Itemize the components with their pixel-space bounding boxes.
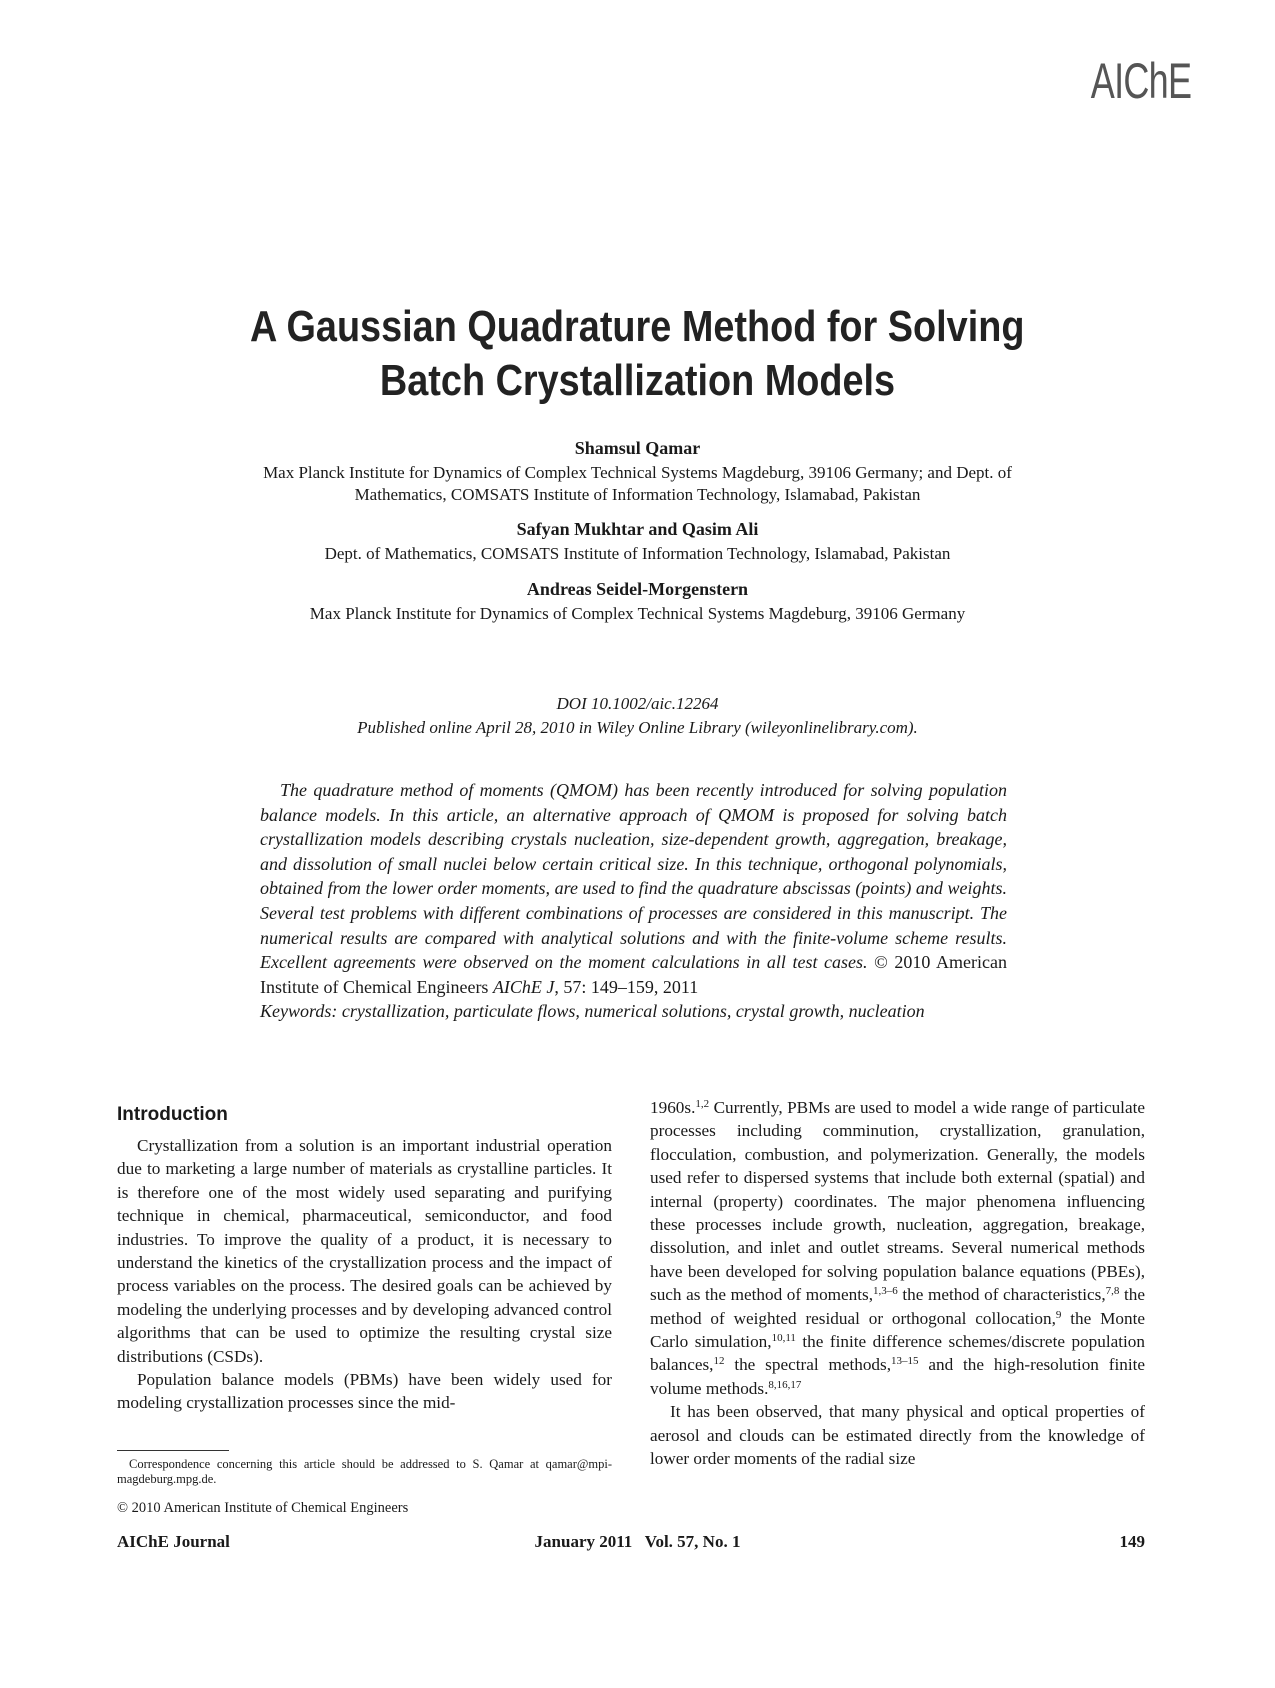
published-online: Published online April 28, 2010 in Wiley Online Library (wileyonlinelibrary.com). <box>357 718 918 737</box>
citation-ref: 12 <box>713 1355 725 1368</box>
author-2: Safyan Mukhtar and Qasim Ali <box>516 519 759 539</box>
paragraph: 1960s.$^{1,2}$ Currently, PBMs are used to model a wide range of particulate processes including comminution, crystallization, granulation, flocculation, combustion, and polymerization. Generally, the models used refer to dispersed systems that include both external (spatial) and internal (property) coordinates. The major phenomena influencing these processes include growth, nucleation, aggregation, breakage, dissolution, and inlet and outlet streams. Several numerical methods have been developed for solving population balance equations (PBEs), such as the method of moments,$^{1,3-6}$ the method of characteristics,$^{7,8}$ the method of weighted residual or orthogonal collocation,$^9$ the Monte Carlo simulation,$^{10,11}$ the finite difference schemes/discrete population balances,$^{12}$ the spectral methods,$^{13-15}$ and the high-resolution finite volume methods.$^{8,16,17}$ <box>650 1098 1145 1398</box>
journal-abbrev: AIChE J <box>492 976 555 997</box>
citation-ref: 9 <box>1055 1308 1062 1321</box>
citation-ref: 13–15 <box>891 1355 919 1368</box>
citation-ref: 8,16,17 <box>768 1378 802 1391</box>
author-1: Shamsul Qamar <box>574 438 701 458</box>
footnote-rule <box>117 1450 229 1451</box>
section-heading-introduction: Introduction <box>117 1104 228 1125</box>
correspondence-footnote: Correspondence concerning this article should be addressed to S. Qamar at qamar@mpi-magdeburg.mpg.de. <box>117 1457 612 1486</box>
footer-journal: AIChE Journal <box>117 1532 230 1551</box>
title-line-2: Batch Crystallization Models <box>379 356 896 405</box>
journal-logo: AIChE <box>1090 53 1192 109</box>
citation-ref: 10,11 <box>771 1332 796 1345</box>
citation-ref: 7,8 <box>1105 1285 1120 1298</box>
affiliation-3: Max Planck Institute for Dynamics of Complex Technical Systems Magdeburg, 39106 Germany <box>309 604 966 623</box>
doi: DOI 10.1002/aic.12264 <box>556 694 719 713</box>
citation-ref: 1,3–6 <box>873 1285 898 1298</box>
paragraph: Population balance models (PBMs) have been widely used for modeling crystallization processes since the mid- <box>117 1370 612 1413</box>
left-column <box>117 1102 612 1415</box>
author-3: Andreas Seidel-Morgenstern <box>526 579 749 599</box>
copyright-line: © 2010 American Institute of Chemical Engineers <box>117 1500 409 1516</box>
affiliation-1: Max Planck Institute for Dynamics of Complex Technical Systems Magdeburg, 39106 Germany; and Dept. of Mathematics, COMSATS Institute of Information Technology, Islamabad, Pakistan <box>263 463 1012 504</box>
right-column <box>650 1096 1145 1471</box>
abstract-citation: , 57: 149–159, 2011 <box>554 976 699 997</box>
footer-issue: January 2011 Vol. 57, No. 1 <box>534 1532 741 1551</box>
article-title <box>0 300 1275 408</box>
affiliation-2: Dept. of Mathematics, COMSATS Institute of Information Technology, Islamabad, Pakistan <box>324 544 951 563</box>
title-line-1: A Gaussian Quadrature Method for Solving <box>250 302 1025 351</box>
paragraph: Crystallization from a solution is an important industrial operation due to marketing a large number of materials as crystalline particles. It is therefore one of the most widely used separating and purifying technique in chemical, pharmaceutical, semiconductor, and food industries. To improve the quality of a product, it is necessary to understand the kinetics of the crystallization process and the impact of process variables on the process. The desired goals can be achieved by modeling the underlying processes and by developing advanced control algorithms that can be used to optimize the resulting crystal size distributions (CSDs). <box>117 1136 612 1366</box>
page-number: 149 <box>1119 1532 1145 1551</box>
abstract-copyright: © 2010 American Institute of Chemical Engineers <box>260 952 1007 997</box>
abstract <box>260 778 1007 1024</box>
keywords: Keywords: crystallization, particulate flows, numerical solutions, crystal growth, nucleation <box>260 1001 925 1022</box>
abstract-text: The quadrature method of moments (QMOM) has been recently introduced for solving population balance models. In this article, an alternative approach of QMOM is proposed for solving batch crystallization models describing crystals nucleation, size-dependent growth, aggregation, breakage, and dissolution of small nuclei below certain critical size. In this technique, orthogonal polynomials, obtained from the lower order moments, are used to find the quadrature abscissas (points) and weights. Several test problems with different combinations of processes are considered in this manuscript. The numerical results are compared with analytical solutions and with the finite-volume scheme results. Excellent agreements were observed on the moment calculations in all test cases. <box>260 780 1007 973</box>
citation-ref: 1,2 <box>695 1098 710 1110</box>
paragraph: It has been observed, that many physical and optical properties of aerosol and clouds can be estimated directly from the knowledge of lower order moments of the radial size <box>650 1402 1145 1469</box>
